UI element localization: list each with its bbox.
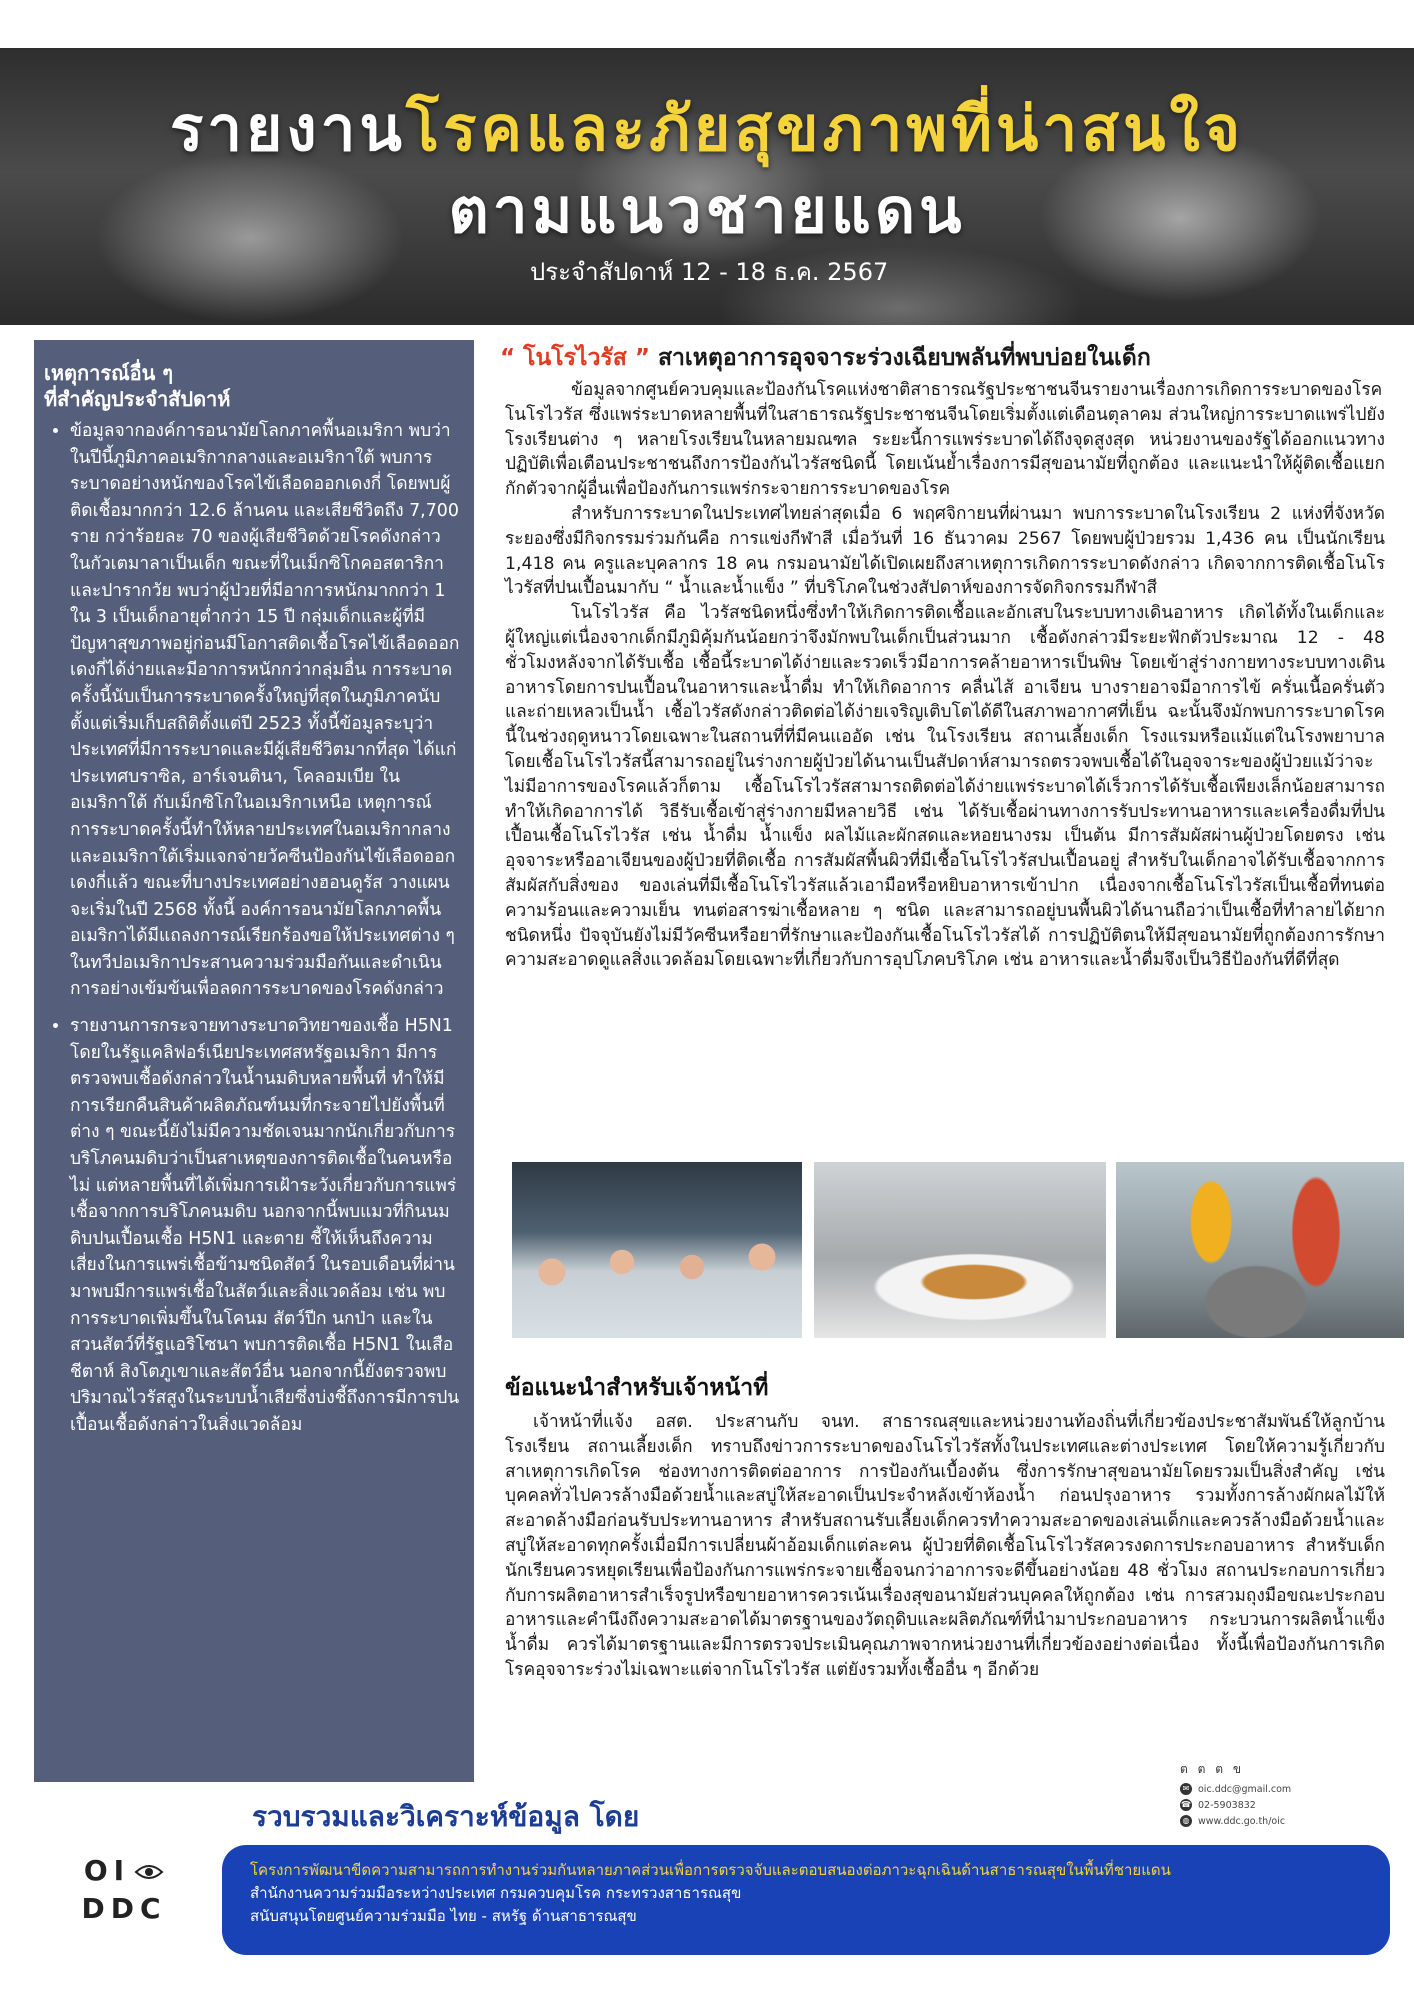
contact-email[interactable]: oic.ddc@gmail.com — [1198, 1783, 1292, 1795]
oic-ddc-logo — [74, 1852, 174, 1928]
report-date: ประจำสัปดาห์ 12 - 18 ธ.ค. 2567 — [530, 258, 889, 286]
contact-web-row — [1180, 1815, 1400, 1827]
article-paragraph: โนโรไวรัส คือ ไวรัสชนิดหนึ่งซึ่งทำให้เกิดการติดเชื้อและอักเสบในระบบทางเดินอาหาร เกิดได้ทั้งในเด็กและผู้ใหญ่แต่เนื่องจากเด็กมีภูมิคุ้มกันน้อยกว่าจึงมักพบในเด็กเป็นส่วนมาก เชื้อดังกล่าวมีระยะฟักตัวประมาณ 12 - 48 ชั่วโมงหลังจากได้รับเชื้อ เชื้อนี้ระบาดได้ง่ายและรวดเร็วมีอาการคล้ายอาหารเป็นพิษ โดยเข้าสู่ร่างกายทางระบบทางเดินอาหารโดยการปนเปื้อนในอาหารและน้ำดื่ม ทำให้เกิดอาการ คลื่นไส้ อาเจียน บางรายอาจมีอาการไข้ ครั่นเนื้อครั่นตัวและถ่ายเหลวเป็นน้ำ เชื้อไวรัสดังกล่าวติดต่อได้ง่ายเจริญเติบโตได้ดีในสภาพอากาศที่เย็น ฉะนั้นจึงมักพบการระบาดโรคนี้ในช่วงฤดูหนาวโดยเฉพาะในสถานที่ที่มีคนแออัด เช่น ในโรงเรียน สถานเลี้ยงเด็ก โรงแรมหรือแม้แต่ในโรงพยาบาล โดยเชื้อโนโรไวรัสนี้สามารถอยู่ในร่างกายผู้ป่วยได้นานเป็นสัปดาห์สามารถตรวจพบเชื้อได้ในอุจจาระของผู้ป่วยแม้ว่าจะไม่มีอาการของโรคแล้วก็ตาม เชื้อโนโรไวรัสสามารถติดต่อได้ง่ายแพร่ระบาดได้เร็วการได้รับเชื้อเพียงเล็กน้อยสามารถทำให้เกิดอาการได้ วิธีรับเชื้อเข้าสู่ร่างกายมีหลายวิธี เช่น ได้รับเชื้อผ่านทางการรับประทานอาหารและเครื่องดื่มที่ปนเปื้อนเชื้อโนโรไวรัส เช่น น้ำดื่ม น้ำแข็ง ผลไม้และผักสดและหอยนางรม เป็นต้น มีการสัมผัสผ่านผู้ป่วยโดยตรง เช่น อุจจาระหรืออาเจียนของผู้ป่วยที่ติดเชื้อ การสัมผัสพื้นผิวที่มีเชื้อโนโรไวรัสปนเปื้อนอยู่ สำหรับในเด็กอาจได้รับเชื้อจากการสัมผัสกับสิ่งของ ของเล่นที่มีเชื้อโนโรไวรัสแล้วเอามือหรือหยิบอาหารเข้าปาก เนื่องจากเชื้อโนโรไวรัสเป็นเชื้อที่ทนต่อความร้อนและความเย็น ทนต่อสารฆ่าเชื้อหลาย ๆ ชนิด และสามารถอยู่บนพื้นผิวได้นานถือว่าเป็นเชื้อที่ทำลายได้ยากชนิดหนึ่ง ปัจจุบันยังไม่มีวัคซีนหรือยาที่รักษาและป้องกันเชื้อโนโรไวรัสได้ การปฏิบัติตนให้มีสุขอนามัยที่ถูกต้องการรักษาความสะอาดดูแลสิ่งแวดล้อมโดยเฉพาะที่เกี่ยวกับการอุปโภคบริโภค เช่น อาหารและน้ำดื่มจึงเป็นวิธีป้องกันที่ดีที่สุด — [505, 603, 1385, 971]
logo-line-2: DDC — [81, 1892, 167, 1925]
contact-block — [1180, 1760, 1400, 1831]
sidebar-item-dengue: • ข้อมูลจากองค์การอนามัยโลกภาคพื้นอเมริกา พบว่าในปีนี้ภูมิภาคอเมริกากลางและอเมริกาใต้ พบการระบาดอย่างหนักของโรคไข้เลือดออกเดงกี่ โดยพบผู้ติดเชื้อมากกว่า 12.6 ล้านคน และเสียชีวิตถึง 7,700 ราย กว่าร้อยละ 70 ของผู้เสียชีวิตด้วยโรคดังกล่าวในกัวเตมาลาเป็นเด็ก ขณะที่ในเม็กซิโกคอสตาริกาและปารากวัย พบว่าผู้ป่วยที่มีอาการหนักมากกว่า 1 ใน 3 เป็นเด็กอายุต่ำกว่า 15 ปี กลุ่มเด็กและผู้ที่มีปัญหาสุขภาพอยู่ก่อนมีโอกาสติดเชื้อโรคไข้เลือดออกเดงกี่ได้ง่ายและมีอาการหนักกว่ากลุ่มอื่น การระบาดครั้งนี้นับเป็นการระบาดครั้งใหญ่ที่สุดในภูมิภาคนับตั้งแต่เริ่มเก็บสถิติตั้งแต่ปี 2523 ทั้งนี้ข้อมูลระบุว่าประเทศที่มีการระบาดและมีผู้เสียชีวิตมากที่สุด ได้แก่ ประเทศบราซิล, อาร์เจนตินา, โคลอมเบีย ในอเมริกาใต้ กับเม็กซิโกในอเมริกาเหนือ เหตุการณ์การระบาดครั้งนี้ทำให้หลายประเทศในอเมริกากลางและอเมริกาใต้เริ่มแจกจ่ายวัคซีนป้องกันไข้เลือดออกเดงกี่แล้ว ขณะที่บางประเทศอย่างฮอนดูรัส วางแผนจะเริ่มในปี 2568 ทั้งนี้ องค์การอนามัยโลกภาคพื้นอเมริกาได้มีแถลงการณ์เรียกร้องขอให้ประเทศต่าง ๆ ในทวีปอเมริกาประสานความร่วมมือกันและดำเนินการอย่างเข้มข้นเพื่อลดการระบาดของโรคดังกล่าว — [70, 418, 460, 1003]
footer-support: สนับสนุนโดยศูนย์ความร่วมมือ ไทย - สหรัฐ ด้านสาธารณสุข — [250, 1907, 637, 1925]
title-line-2: ตามแนวชายแดน — [448, 174, 966, 247]
footer-banner — [222, 1845, 1390, 1955]
email-icon: ✉ — [1180, 1783, 1192, 1795]
contact-phone-row — [1180, 1799, 1400, 1811]
quote-close: ” — [634, 345, 650, 371]
contact-web[interactable]: www.ddc.go.th/oic — [1198, 1815, 1286, 1827]
footer-office: สำนักงานความร่วมมือระหว่างประเทศ กรมควบคุมโรค กระทรวงสาธารณสุข — [250, 1884, 742, 1902]
compiled-by-label: รวบรวมและวิเคราะห์ข้อมูล โดย — [252, 1800, 640, 1833]
sidebar-list — [44, 418, 460, 1439]
recommendations-body — [505, 1410, 1385, 1683]
sidebar-item-h5n1: • รายงานการกระจายทางระบาดวิทยาของเชื้อ H5N1 โดยในรัฐแคลิฟอร์เนียประเทศสหรัฐอเมริกา มีการตรวจพบเชื้อดังกล่าวในน้ำนมดิบหลายพื้นที่ ทำให้มีการเรียกคืนสินค้าผลิตภัณฑ์นมที่กระจายไปยังพื้นที่ต่าง ๆ ขณะนี้ยังไม่มีความชัดเจนมากนักเกี่ยวกับการบริโภคนมดิบว่าเป็นสาเหตุของการติดเชื้อในคนหรือไม่ แต่หลายพื้นที่ได้เพิ่มการเฝ้าระวังเกี่ยวกับการแพร่เชื้อจากการบริโภคนมดิบ นอกจากนี้พบแมวที่กินนมดิบปนเปื้อนเชื้อ H5N1 และตาย ชี้ให้เห็นถึงความเสี่ยงในการแพร่เชื้อข้ามชนิดสัตว์ ในรอบเดือนที่ผ่านมาพบมีการแพร่เชื้อในสัตว์และสิ่งแวดล้อม เช่น พบการระบาดเพิ่มขึ้นในโคนม สัตว์ปีก นกป่า และในสวนสัตว์ที่รัฐแอริโซนา พบการติดเชื้อ H5N1 ในเสือชีตาห์ สิงโตภูเขาและสัตว์อื่น นอกจากนี้ยังตรวจพบปริมาณไวรัสสูงในระบบน้ำเสียซึ่งบ่งชี้ถึงการมีการปนเปื้อนเชื้อดังกล่าวในสิ่งแวดล้อม — [70, 1013, 460, 1439]
article-heading — [500, 340, 1390, 376]
contact-brand: ต ต ต ข — [1180, 1762, 1245, 1776]
report-title — [0, 88, 1414, 252]
sidebar-heading-line-2: ที่สำคัญประจำสัปดาห์ — [44, 387, 231, 411]
photo-food-serving — [814, 1162, 1106, 1338]
other-events-sidebar — [34, 340, 474, 1782]
contact-email-row — [1180, 1783, 1400, 1795]
phone-icon: ☎ — [1181, 1800, 1191, 1809]
contact-phone: 02-5903832 — [1198, 1799, 1256, 1811]
title-part-1: รายงาน — [169, 92, 406, 165]
eye-icon — [134, 1859, 164, 1885]
logo-line-1: OI — [74, 1852, 174, 1890]
title-part-2: โรคและภัยสุขภาพที่น่าสนใจ — [405, 92, 1245, 165]
article-heading-rest: สาเหตุอาการอุจจาระร่วงเฉียบพลันที่พบบ่อยในเด็ก — [657, 345, 1151, 371]
sidebar-heading — [44, 360, 460, 412]
sidebar-heading-line-1: เหตุการณ์อื่น ๆ — [44, 361, 174, 385]
globe-icon: ◍ — [1180, 1815, 1192, 1827]
footer-project: โครงการพัฒนาขีดความสามารถการทำงานร่วมกันหลายภาคส่วนเพื่อการตรวจจับและตอบสนองต่อภาวะฉุกเฉินด้านสาธารณสุขในพื้นที่ชายแดน — [250, 1861, 1171, 1879]
recommendations-heading: ข้อแนะนำสำหรับเจ้าหน้าที่ — [505, 1375, 769, 1401]
article-paragraph: ข้อมูลจากศูนย์ควบคุมและป้องกันโรคแห่งชาติสาธารณรัฐประชาชนจีนรายงานเรื่องการเกิดการระบาดของโรคโนโรไวรัส ซึ่งแพร่ระบาดหลายพื้นที่ในสาธารณรัฐประชาชนจีนโดยเริ่มตั้งแต่เดือนตุลาคม ส่วนใหญ่การระบาดแพร่ไปยังโรงเรียนต่าง ๆ หลายโรงเรียนในหลายมณฑล ระยะนี้การแพร่ระบาดได้ถึงจุดสูงสุด หน่วยงานของรัฐได้ออกแนวทางปฏิบัติเพื่อเตือนประชาชนถึงการป้องกันไวรัสชนิดนี้ โดยเน้นย้ำเรื่องการมีสุขอนามัยที่ถูกต้อง และแนะนำให้ผู้ติดเชื้อแยกกักตัวจากผู้อื่นเพื่อป้องกันการแพร่กระจายการระบาดของโรค — [505, 380, 1385, 500]
header-banner — [0, 48, 1414, 325]
article-keyword: โนโรไวรัส — [523, 345, 627, 371]
quote-open: “ — [500, 345, 516, 371]
recommendations-paragraph: เจ้าหน้าที่แจ้ง อสต. ประสานกับ จนท. สาธารณสุขและหน่วยงานท้องถิ่นที่เกี่ยวข้องประชาสัมพันธ์ให้ลูกบ้าน โรงเรียน สถานเลี้ยงเด็ก ทราบถึงข่าวการระบาดของโนโรไวรัสทั้งในประเทศและต่างประเทศ โดยให้ความรู้เกี่ยวกับสาเหตุการเกิดโรค ช่องทางการติดต่ออาการ การป้องกันเบื้องต้น ซึ่งการรักษาสุขอนามัยโดยรวมเป็นสิ่งสำคัญ เช่น บุคคลทั่วไปควรล้างมือด้วยน้ำและสบู่ให้สะอาดเป็นประจำหลังเข้าห้องน้ำ ก่อนปรุงอาหาร รวมทั้งการล้างผักผลไม้ให้สะอาดล้างมือก่อนรับประทานอาหาร สำหรับสถานรับเลี้ยงเด็กควรทำความสะอาดของเล่นเด็กและควรล้างมือด้วยน้ำและสบู่ให้สะอาดทุกครั้งเมื่อมีการเปลี่ยนผ้าอ้อมเด็กแต่ละคน ผู้ป่วยที่ติดเชื้อโนโรไวรัสควรงดการประกอบอาหาร สำหรับเด็กนักเรียนควรหยุดเรียนเพื่อป้องกันการแพร่กระจายเชื้อจนกว่าอาการจะดีขึ้นอย่างน้อย 48 ชั่วโมง สถานประกอบการเกี่ยวกับการผลิตอาหารสำเร็จรูปหรือขายอาหารควรเน้นเรื่องสุขอนามัยส่วนบุคคลให้ถูกต้อง เช่น การสวมถุงมือขณะประกอบอาหารและคำนึงถึงความสะอาดได้มาตรฐานของวัตถุดิบและผลิตภัณฑ์ที่นำมาประกอบอาหาร กระบวนการผลิตน้ำแข็ง น้ำดื่ม ควรได้มาตรฐานและมีการตรวจประเมินคุณภาพจากหน่วยงานที่เกี่ยวข้องอย่างต่อเนื่อง ทั้งนี้เพื่อป้องกันการเกิดโรคอุจจาระร่วงไม่เฉพาะแต่จากโนโรไวรัส แต่ยังรวมทั้งเชื้ออื่น ๆ อีกด้วย — [505, 1412, 1385, 1680]
photo-children-handwashing — [512, 1162, 802, 1338]
article-paragraph: สำหรับการระบาดในประเทศไทยล่าสุดเมื่อ 6 พฤศจิกายนที่ผ่านมา พบการระบาดในโรงเรียน 2 แห่งที่จังหวัดระยองซึ่งมีกิจกรรมร่วมกันคือ การแข่งกีฬาสี เมื่อวันที่ 16 ธันวาคม 2567 โดยพบผู้ป่วยรวม 1,436 คน เป็นนักเรียน 1,418 คน ครูและบุคลากร 18 คน กรมอนามัยได้เปิดเผยถึงสาเหตุการเกิดการระบาดดังกล่าว เกิดจากการติดเชื้อโนโรไวรัสที่ปนเปื้อนมากับ “ น้ำและน้ำแข็ง ” ที่บริโภคในช่วงสัปดาห์ของการจัดกิจกรรมกีฬาสี — [505, 503, 1385, 599]
article-body — [505, 378, 1385, 973]
photo-kitchen-cooking — [1116, 1162, 1404, 1338]
